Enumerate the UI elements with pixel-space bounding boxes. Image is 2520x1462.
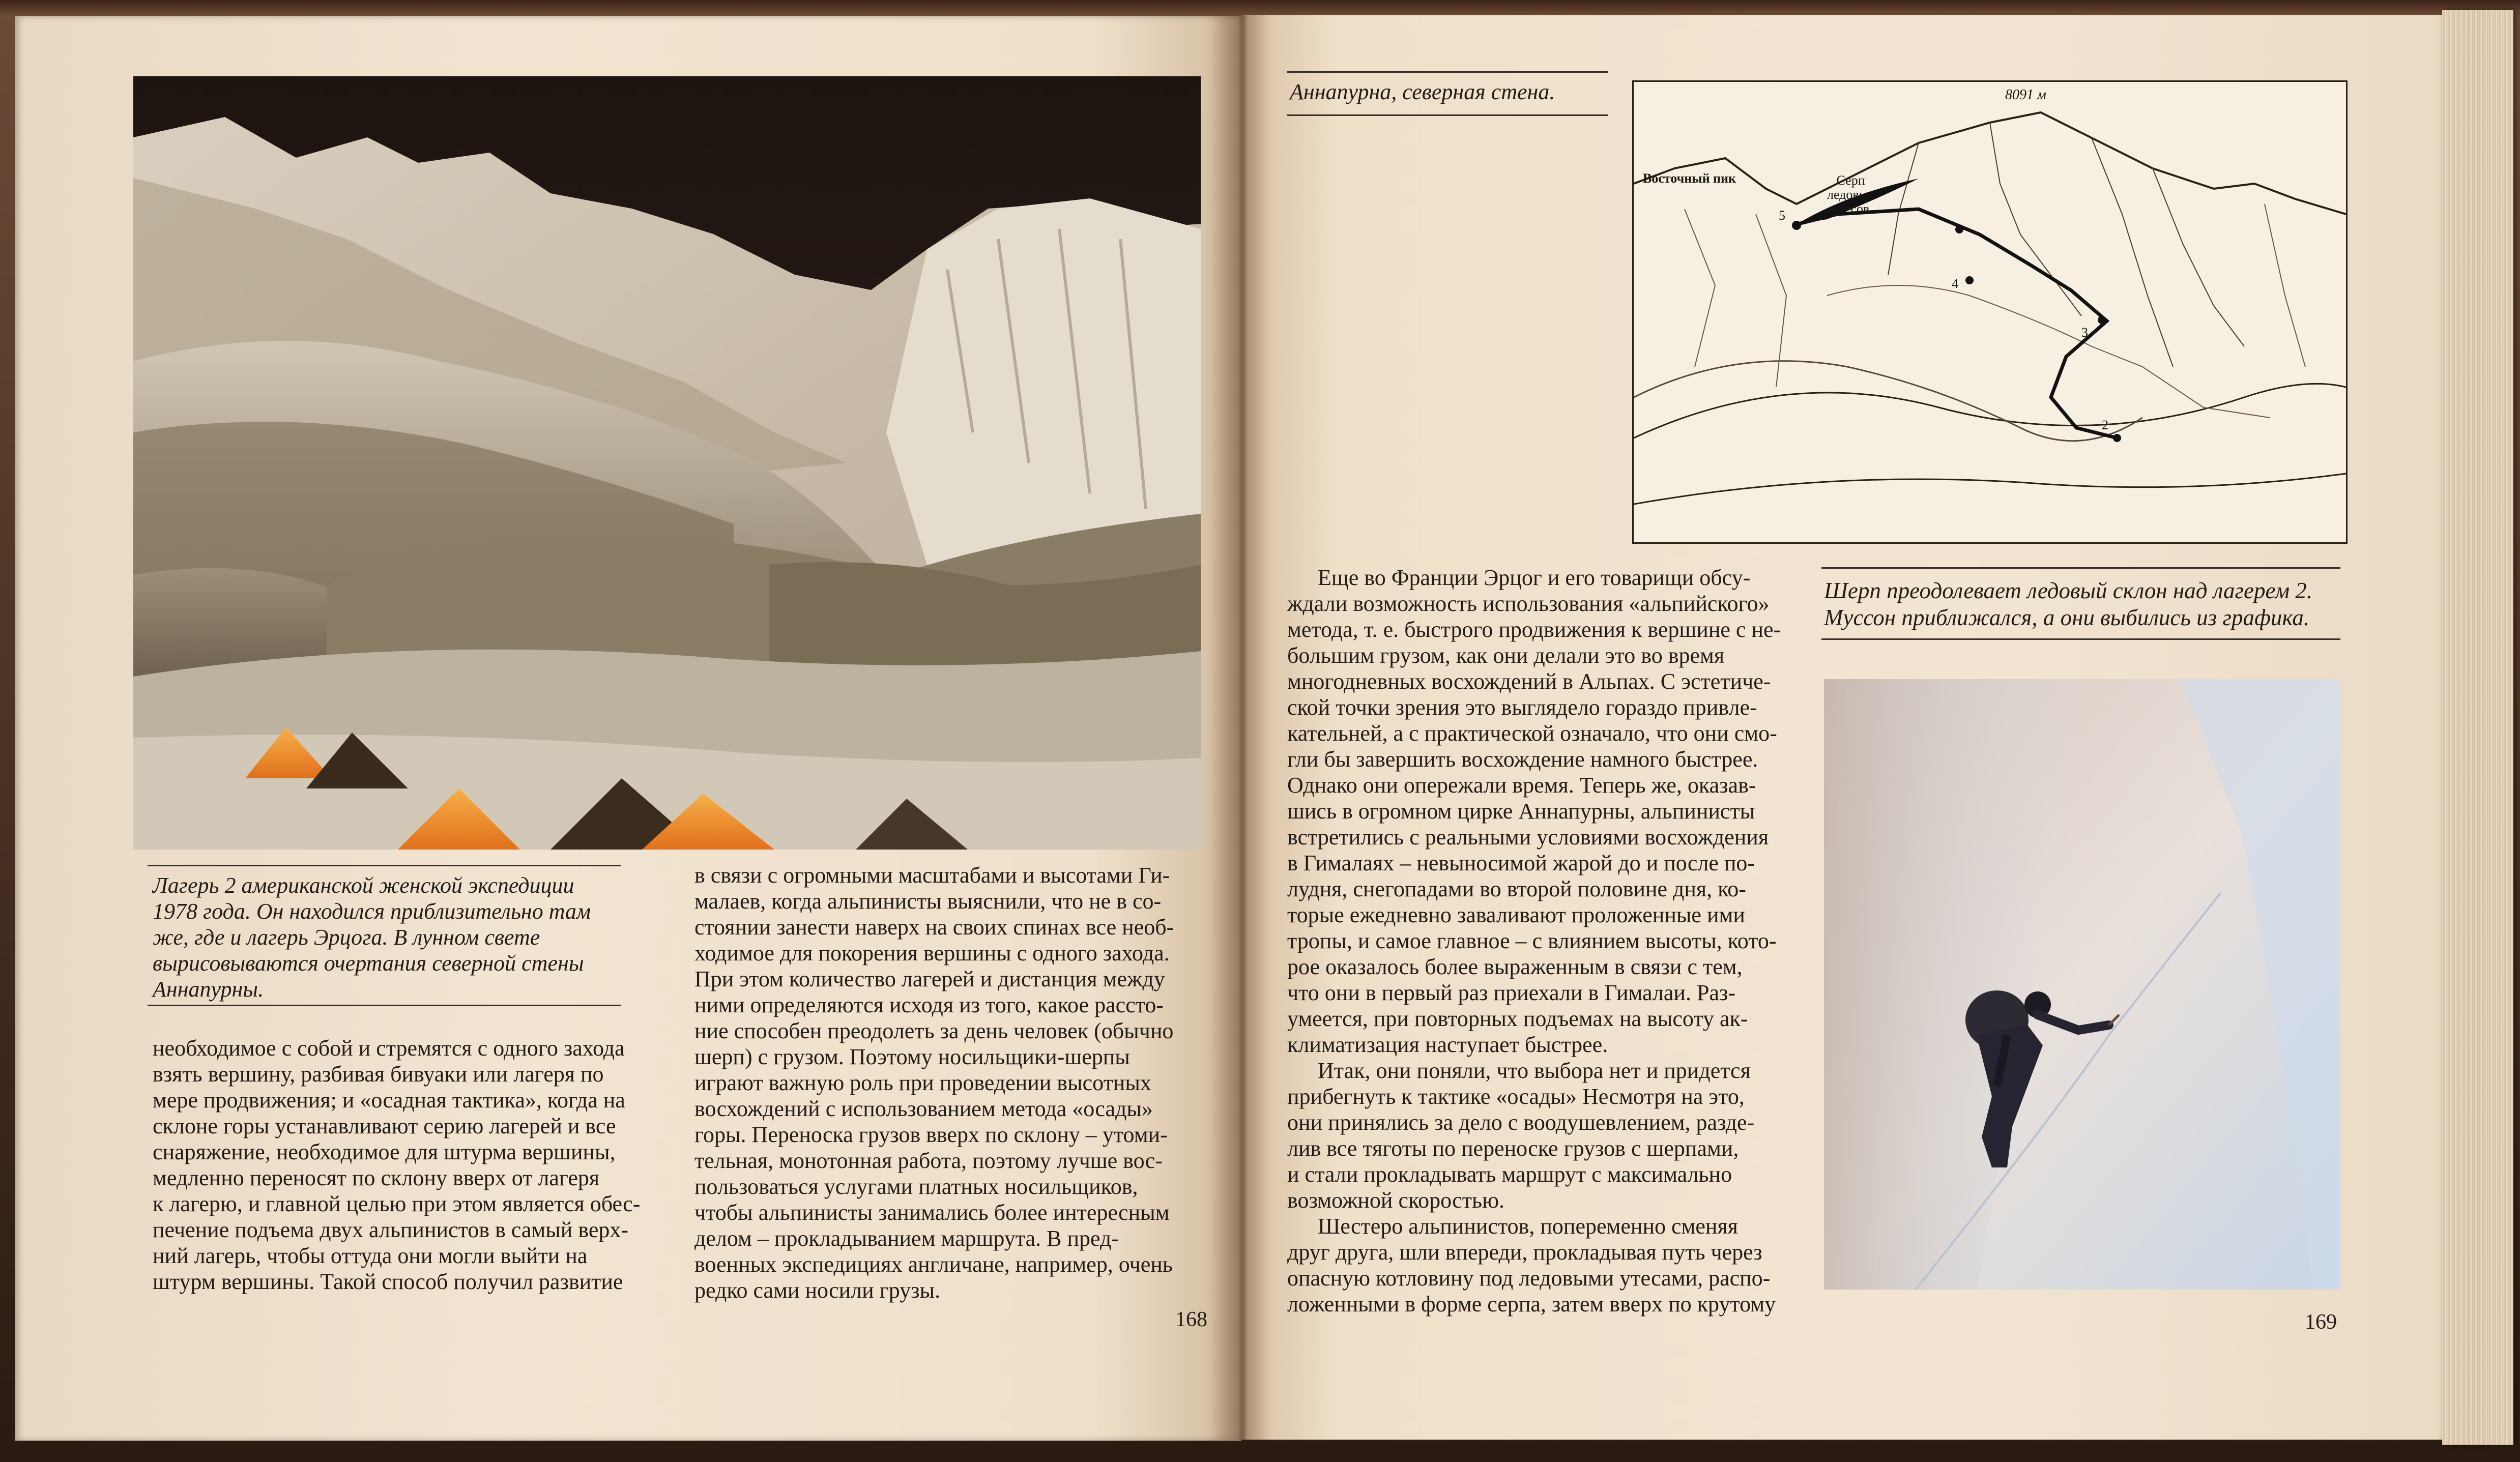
- caption-line: вырисовываются очертания северной стены: [153, 951, 584, 976]
- page-edges: [2442, 10, 2513, 1445]
- text-line: Итак, они поняли, что выбора нет и придется: [1318, 1058, 1751, 1083]
- text-line: ходимое для покорения вершины с одного захода.: [694, 941, 1170, 966]
- text-line: они принялись за дело с воодушевлением, разде-: [1287, 1110, 1755, 1135]
- text-line: горы. Переноска грузов вверх по склону – утоми-: [694, 1122, 1168, 1147]
- text-line: рое оказалось более выраженным в связи с тем,: [1287, 954, 1743, 979]
- text-line: большим грузом, как они делали это во время: [1287, 643, 1725, 668]
- text-line: ской точки зрения это выглядело гораздо привле-: [1287, 695, 1757, 720]
- text-line: в связи с огромными масштабами и высотами Ги-: [694, 863, 1170, 888]
- text-line: встретились с реальными условиями восхождения: [1287, 825, 1769, 850]
- sickle-label-line: утесов: [1832, 201, 1870, 216]
- caption-line: же, где и лагерь Эрцога. В лунном свете: [153, 925, 540, 950]
- text-line: взять вершину, разбивая бивуаки или лагеря по: [153, 1062, 604, 1087]
- right-column: [1287, 565, 1801, 1317]
- sickle-label-line: Серп: [1836, 173, 1865, 188]
- route-map: [1632, 80, 2348, 544]
- left-caption-rule-top: [148, 865, 621, 866]
- right-caption-rule-top: [1821, 567, 2340, 569]
- map-label-camp-3: 3: [2081, 325, 2088, 340]
- map-label-camp-5: 5: [1779, 208, 1785, 223]
- text-line: Однако они опережали время. Теперь же, оказав-: [1287, 773, 1756, 798]
- camp-photo-image: [133, 76, 1201, 850]
- right-page-number: 169: [2305, 1310, 2337, 1334]
- text-line: пользоваться услугами платных носильщиков,: [694, 1174, 1138, 1199]
- text-line: необходимое с собой и стремятся с одного захода: [153, 1036, 625, 1061]
- text-line: стоянии занести наверх на своих спинах все необ-: [694, 915, 1174, 940]
- text-line: тропы, и самое главное – с влиянием высоты, кото-: [1287, 928, 1777, 953]
- sherpa-photo: [1824, 679, 2340, 1290]
- text-line: многодневных восхождений в Альпах. С эстетиче-: [1287, 669, 1771, 694]
- camp-photo: [133, 76, 1201, 850]
- text-line: медленно переносят по склону вверх от лагеря: [153, 1165, 600, 1190]
- map-label-sickle: [1827, 173, 1874, 216]
- text-line: Еще во Франции Эрцог и его товарищи обсу-: [1318, 565, 1751, 590]
- left-photo-caption: [153, 872, 626, 1002]
- text-line: редко сами носили грузы.: [694, 1278, 941, 1303]
- caption-line: Лагерь 2 американской женской экспедиции: [153, 873, 574, 898]
- map-label-camp-2: 2: [2102, 418, 2108, 432]
- text-line: шись в огромном цирке Аннапурны, альпинисты: [1287, 799, 1755, 824]
- map-label-camp-4: 4: [1952, 276, 1958, 291]
- text-line: Шестеро альпинистов, попеременно сменяя: [1318, 1214, 1738, 1239]
- sherpa-photo-image: [1824, 679, 2340, 1290]
- left-column-1: [153, 1035, 672, 1295]
- text-line: метода, т. е. быстрого продвижения к вершине с не-: [1287, 617, 1781, 642]
- text-line: тельная, монотонная работа, поэтому лучше вос-: [694, 1148, 1163, 1173]
- text-line: лудня, снегопадами во второй половине дня, ко-: [1287, 876, 1746, 901]
- map-title-rule-top: [1287, 71, 1608, 73]
- text-line: в Гималаях – невыносимой жарой до и после по-: [1287, 851, 1755, 875]
- text-line: играют важную роль при проведении высотных: [694, 1070, 1151, 1095]
- text-line: и стали прокладывать маршрут с максимально: [1287, 1162, 1732, 1187]
- route-line: [1797, 209, 2117, 438]
- text-line: ние способен преодолеть за день человек (обычно: [694, 1018, 1174, 1043]
- text-line: военных экспедициях англичане, например, очень: [694, 1252, 1173, 1277]
- map-title: Аннапурна, северная стена.: [1290, 79, 1555, 104]
- text-line: к лагерю, и главной целью при этом является обес-: [153, 1191, 641, 1216]
- text-line: При этом количество лагерей и дистанция между: [694, 967, 1165, 991]
- caption-line: Аннапурны.: [153, 977, 264, 1002]
- left-column-2: [694, 862, 1206, 1303]
- caption-line: 1978 года. Он находился приблизительно там: [153, 899, 591, 924]
- left-page-number: 168: [1175, 1308, 1207, 1331]
- map-label-summit: 8091 м: [2005, 87, 2046, 103]
- text-line: снаряжение, необходимое для штурма вершины,: [153, 1139, 616, 1164]
- right-caption-rule-bottom: [1821, 638, 2340, 640]
- text-line: гли бы завершить восхождение намного быстрее.: [1287, 747, 1758, 772]
- text-line: шерп) с грузом. Поэтому носильщики-шерпы: [694, 1044, 1130, 1069]
- text-line: прибегнуть к тактике «осады» Несмотря на это,: [1287, 1084, 1745, 1109]
- text-line: что они в первый раз приехали в Гималаи. Раз-: [1287, 980, 1736, 1005]
- text-line: ними определяются исходя из того, какое рассто-: [694, 992, 1164, 1017]
- text-line: делом – прокладыванием маршрута. В пред-: [694, 1226, 1119, 1251]
- text-line: склоне горы устанавливают серию лагерей и все: [153, 1114, 616, 1138]
- text-line: кательней, а с практической означало, что они смо-: [1287, 721, 1777, 746]
- text-line: климатизация наступает быстрее.: [1287, 1032, 1608, 1057]
- text-line: ложенными в форме серпа, затем вверх по крутому: [1287, 1292, 1776, 1317]
- caption-line: Шерп преодолевает ледовый склон над лагерем 2.: [1824, 578, 2313, 603]
- text-line: ждали возможность использования «альпийского»: [1287, 591, 1770, 616]
- text-line: малаев, когда альпинисты выяснили, что не в со-: [694, 889, 1162, 914]
- text-line: лив все тяготы по переноске грузов с шерпами,: [1287, 1136, 1739, 1161]
- caption-line: Муссон приближался, а они выбились из графика.: [1824, 605, 2310, 630]
- text-line: возможной скоростью.: [1287, 1188, 1504, 1213]
- text-line: мере продвижения; и «осадная тактика», когда на: [153, 1088, 625, 1113]
- text-line: торые ежедневно заваливают проложенные ими: [1287, 902, 1745, 927]
- right-photo-caption: [1824, 577, 2348, 631]
- book-gutter: [1211, 15, 1272, 1440]
- map-title-rule-bottom: [1287, 114, 1608, 116]
- text-line: опасную котловину под ледовыми утесами, распо-: [1287, 1266, 1771, 1291]
- text-line: восхождений с использованием метода «осады»: [694, 1096, 1153, 1121]
- text-line: печение подъема двух альпинистов в самый верх-: [153, 1217, 629, 1242]
- left-caption-rule-bottom: [148, 1005, 621, 1006]
- text-line: чтобы альпинисты занимались более интересным: [694, 1200, 1170, 1225]
- text-line: друг друга, шли впереди, прокладывая путь через: [1287, 1240, 1762, 1265]
- map-label-east-peak: Восточный пик: [1643, 171, 1736, 186]
- text-line: штурм вершины. Такой способ получил развитие: [153, 1269, 623, 1294]
- sickle-label-line: ледовых: [1827, 187, 1875, 202]
- text-line: умеется, при повторных подъемах на высоту ак-: [1287, 1006, 1748, 1031]
- route-map-drawing: [1634, 82, 2346, 542]
- text-line: ний лагерь, чтобы оттуда они могли выйти на: [153, 1243, 588, 1268]
